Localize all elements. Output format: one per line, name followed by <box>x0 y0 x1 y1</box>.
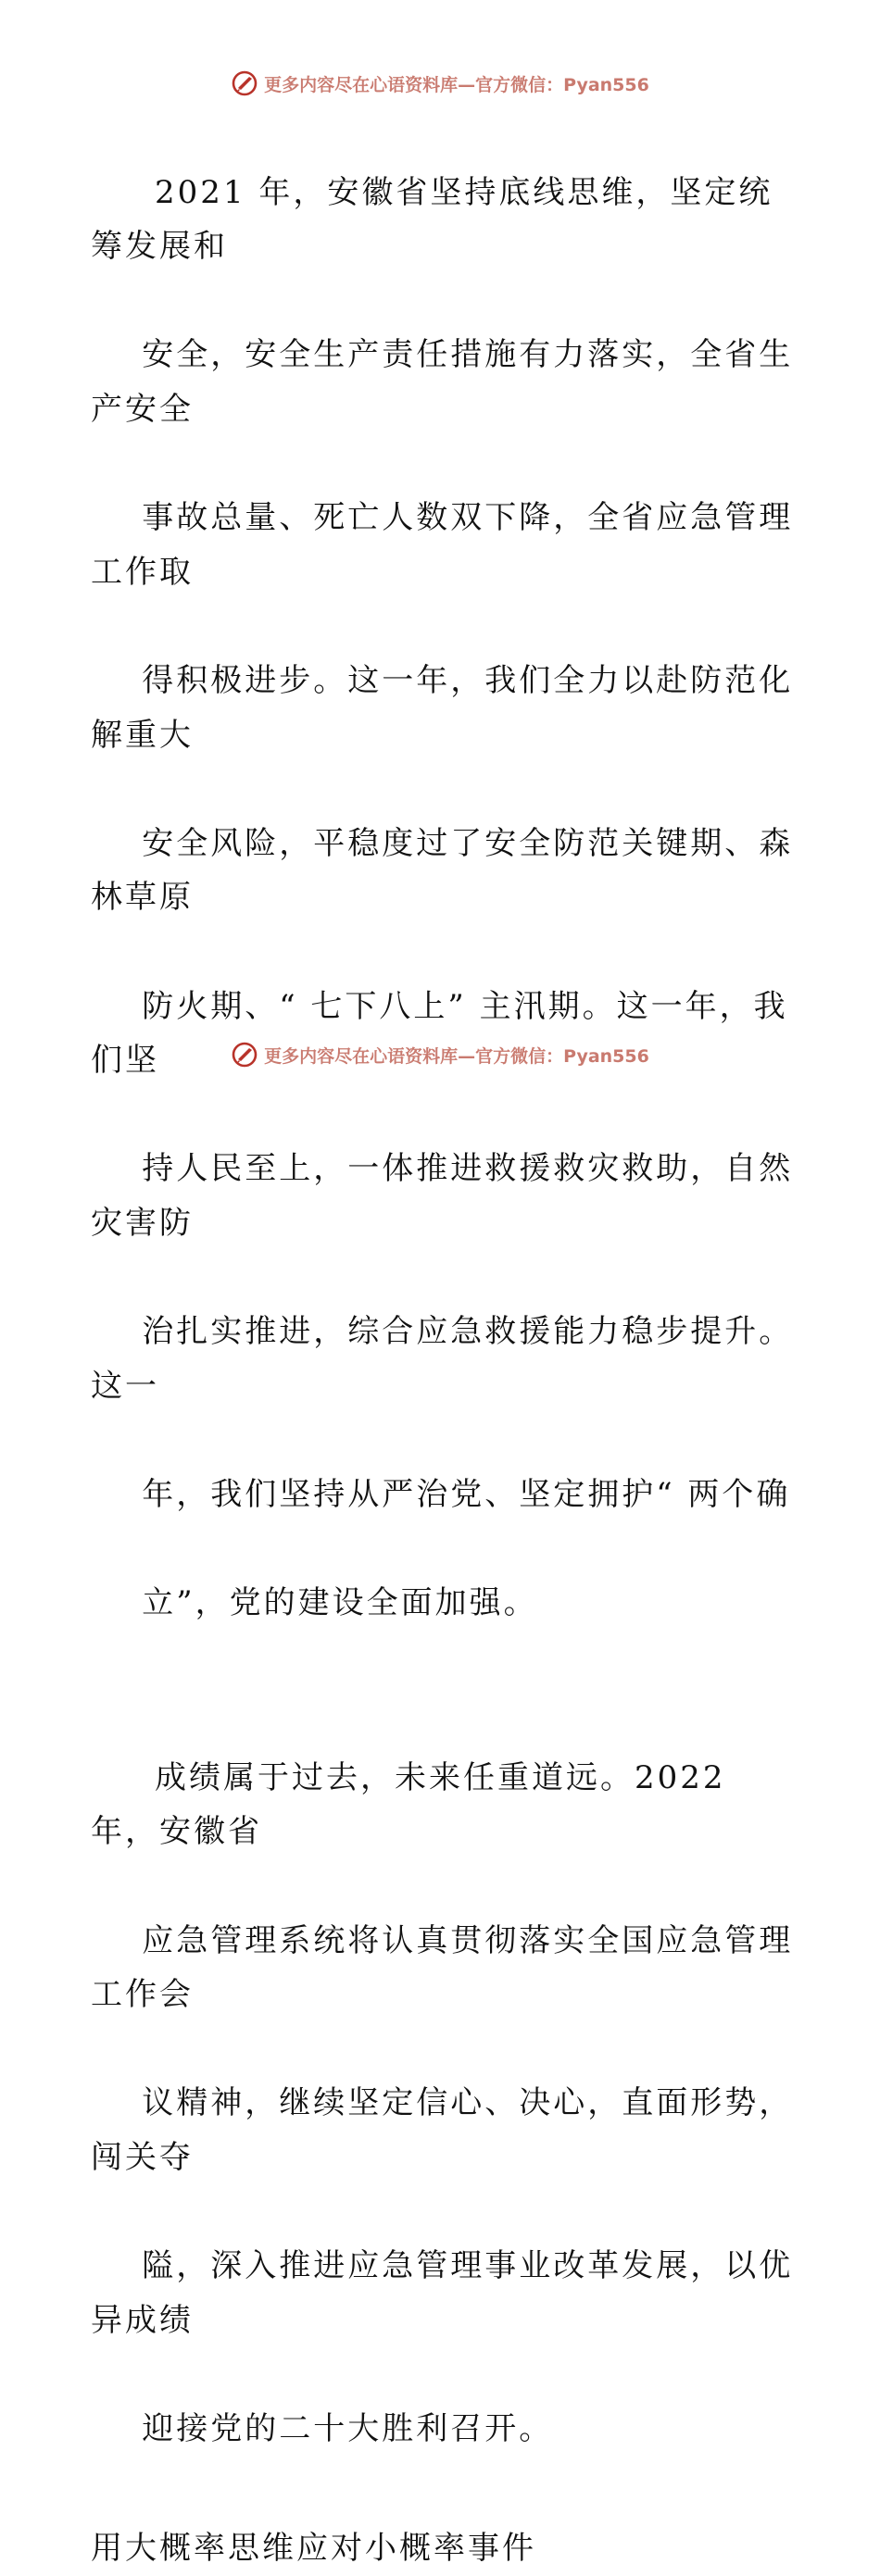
paragraph-1-line: 事故总量、死亡人数双下降，全省应急管理工作取 <box>91 499 794 591</box>
paragraph-2-line: 隘，深入推进应急管理事业改革发展，以优异成绩 <box>91 2247 794 2339</box>
paragraph-2-line: 应急管理系统将认真贯彻落实全国应急管理工作会 <box>91 1921 794 2014</box>
paragraph-1-line: 持人民至上，一体推进救援救灾救助，自然灾害防 <box>91 1150 794 1242</box>
header-banner-inner <box>231 69 649 97</box>
document-body <box>91 111 795 2576</box>
paragraph-1-line: 立”，党的建设全面加强。 <box>142 1584 538 1622</box>
header-banner-main: 更多内容尽在心语资料库 <box>264 74 459 95</box>
paragraph-1-line: 安全风险，平稳度过了安全防范关键期、森林草原 <box>91 824 794 917</box>
footer-banner <box>0 1036 880 1073</box>
paragraph-1-line: 年，我们坚持从严治党、坚定拥护“ 两个确 <box>142 1475 791 1513</box>
footer-banner-text <box>264 1043 649 1068</box>
brush-logo-icon <box>231 69 258 97</box>
brush-logo-icon <box>231 1041 258 1069</box>
paragraph-1-line: 安全，安全生产责任措施有力落实，全省生产安全 <box>91 336 794 428</box>
header-banner-dash: — <box>458 74 476 95</box>
footer-banner-main: 更多内容尽在心语资料库 <box>264 1045 459 1067</box>
paragraph-1-line: 防火期、“ 七下八上” 主汛期。这一年，我们坚 <box>91 987 788 1080</box>
paragraph-1-line: 治扎实推进，综合应急救援能力稳步提升。这一 <box>91 1313 794 1405</box>
paragraph-1-line: 得积极进步。这一年，我们全力以赴防范化解重大 <box>91 661 794 754</box>
paragraph-1 <box>91 111 795 1684</box>
section-heading: 用大概率思维应对小概率事件 <box>91 2530 536 2568</box>
footer-banner-inner <box>231 1041 649 1069</box>
paragraph-2-line: 迎接党的二十大胜利召开。 <box>142 2409 554 2447</box>
paragraph-2-line: 议精神，继续坚定信心、决心，直面形势，闯关夺 <box>91 2084 794 2176</box>
paragraph-2-line: 成绩属于过去，未来任重道远。2022 年，安徽省 <box>91 1758 739 1851</box>
header-banner-text <box>264 71 649 96</box>
footer-banner-wechat: 官方微信：Pyan556 <box>475 1045 649 1067</box>
paragraph-2 <box>91 1696 795 2510</box>
header-banner-wechat: 官方微信：Pyan556 <box>475 74 649 95</box>
footer-banner-dash: — <box>458 1045 476 1067</box>
paragraph-1-line: 2021 年，安徽省坚持底线思维，坚定统筹发展和 <box>91 173 773 266</box>
header-banner <box>0 65 880 102</box>
